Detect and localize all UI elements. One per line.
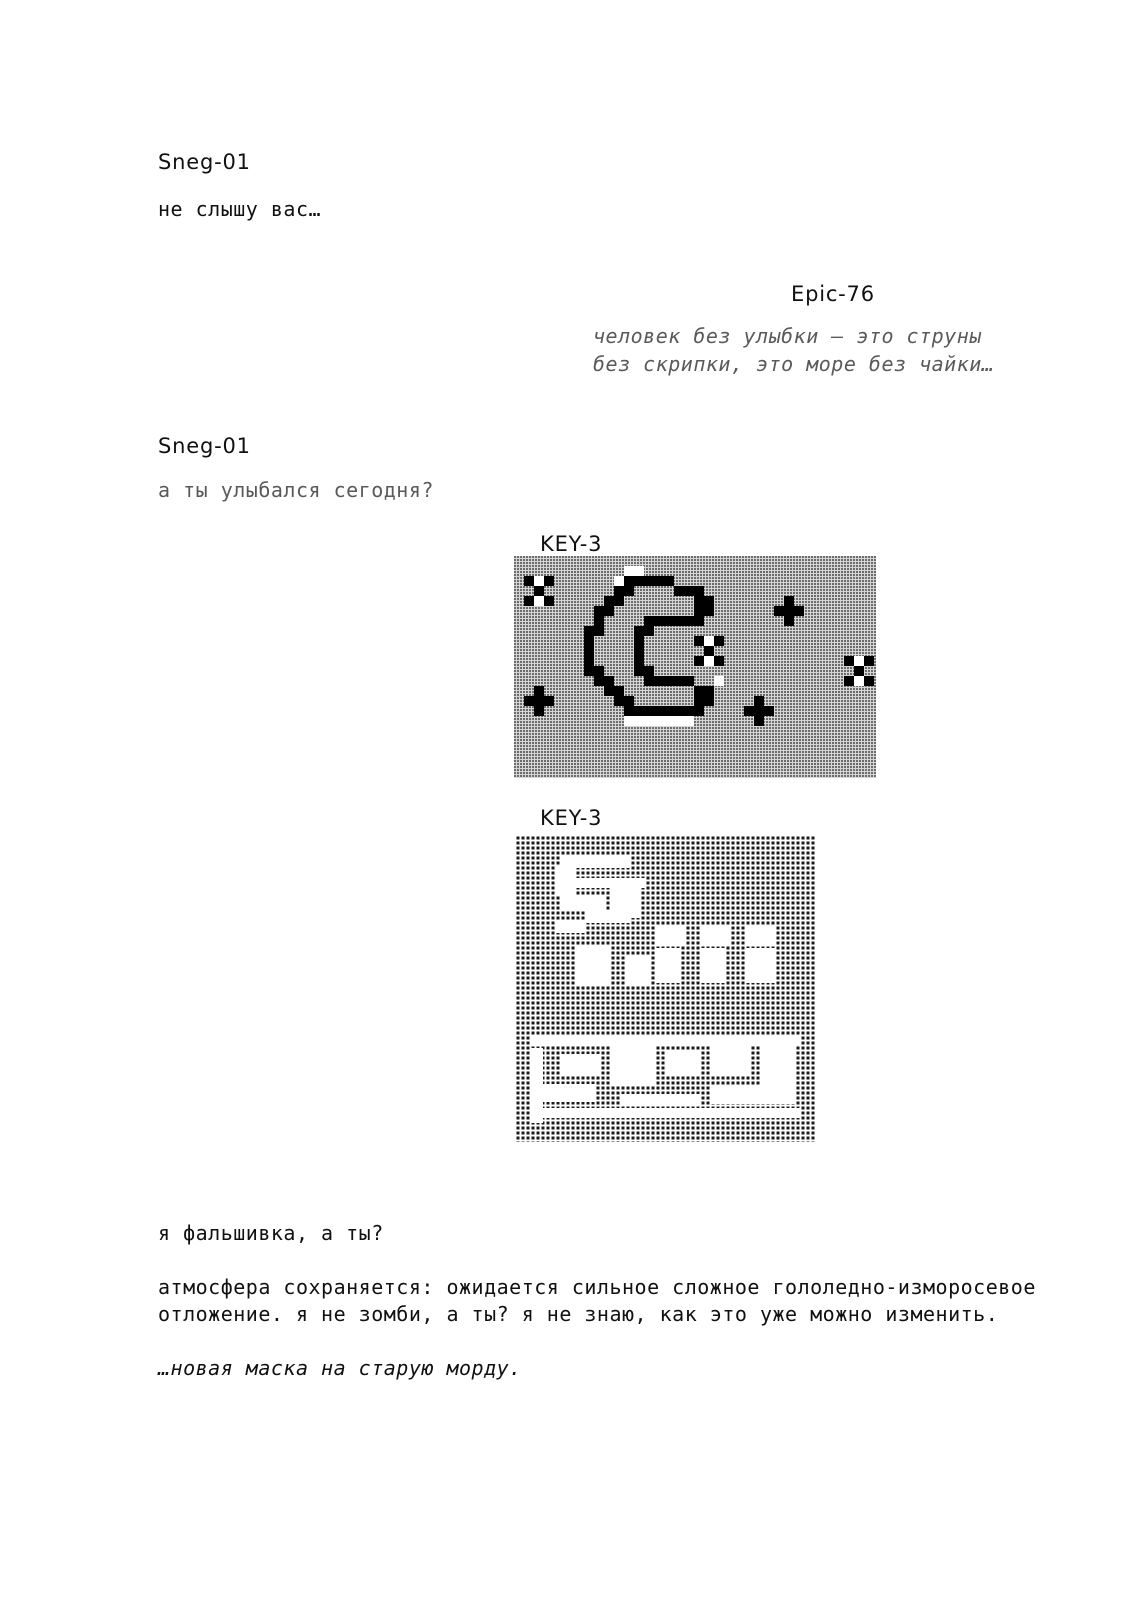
closing-line: …новая маска на старую морду. [158, 1356, 522, 1380]
speaker-name-sneg: Sneg-01 [158, 434, 251, 458]
message-text: не слышу вас… [158, 197, 322, 221]
paragraph-line: атмосфера сохраняется: ожидается сильное сложное гололедно-изморосевое [158, 1275, 1036, 1299]
message-text: а ты улыбался сегодня? [158, 478, 434, 502]
paragraph-line: отложение. я не зомби, а ты? я не знаю, как это уже можно изменить. [158, 1302, 999, 1326]
key-label: KEY-3 [540, 806, 603, 830]
message-text-line: без скрипки, это море без чайки… [593, 352, 995, 376]
speaker-name-epic: Epic-76 [791, 282, 875, 306]
speaker-name-sneg: Sneg-01 [158, 150, 251, 174]
key-image-dot-matrix [516, 836, 816, 1142]
key-label: KEY-3 [540, 532, 603, 556]
message-text-line: человек без улыбки — это струны [593, 324, 982, 348]
key-image-pixel-glyph [514, 556, 876, 778]
statement-line: я фальшивка, а ты? [158, 1221, 384, 1245]
